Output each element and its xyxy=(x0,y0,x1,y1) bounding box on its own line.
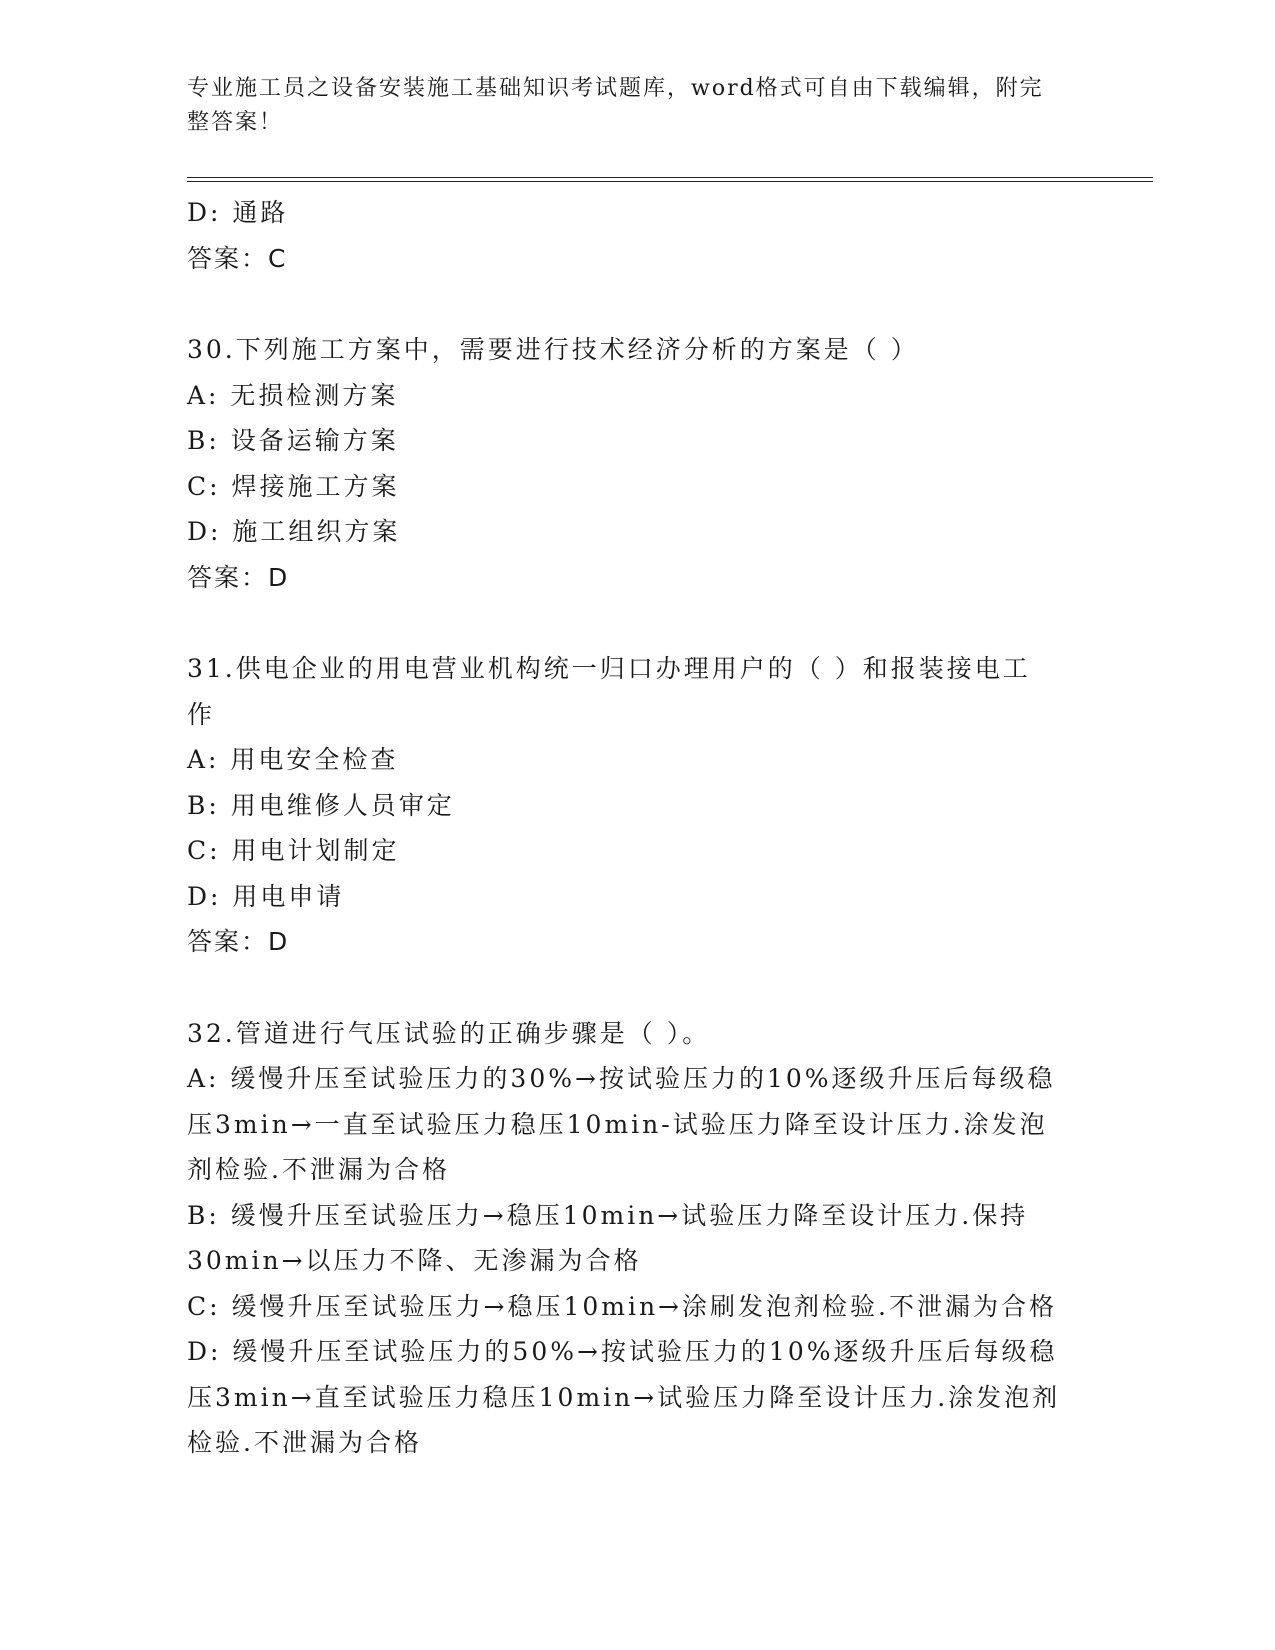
prev-option-d: D: 通路 xyxy=(187,198,289,227)
header-line-1: 专业施工员之设备安装施工基础知识考试题库，word格式可自由下载编辑，附完 xyxy=(187,76,1044,101)
answer: 答案：D xyxy=(187,927,290,956)
option-c: C: 用电计划制定 xyxy=(187,836,400,865)
question-32 xyxy=(187,1011,1087,1466)
option-a: A: 用电安全检查 xyxy=(187,745,399,774)
option-b: B: 设备运输方案 xyxy=(187,426,399,455)
question-31 xyxy=(187,646,1087,965)
question-stem: 30.下列施工方案中，需要进行技术经济分析的方案是（ ） xyxy=(187,335,919,364)
prev-answer: 答案：C xyxy=(187,243,288,273)
header-line-2: 整答案！ xyxy=(187,110,284,135)
spacer xyxy=(187,281,1087,327)
option-a-line-3: 剂检验.不泄漏为合格 xyxy=(187,1155,450,1184)
document-header xyxy=(187,72,1067,140)
header-divider-top xyxy=(187,177,1153,178)
option-b: B: 用电维修人员审定 xyxy=(187,790,455,820)
question-stem-continued: 作 xyxy=(187,699,216,729)
option-d-line-1: D: 缓慢升压至试验压力的50%→按试验压力的10%逐级升压后每级稳 xyxy=(187,1337,1058,1366)
option-a-line-2: 压3min→一直至试验压力稳压10min-试验压力降至设计压力.涂发泡 xyxy=(187,1109,1048,1139)
option-a: A: 无损检测方案 xyxy=(187,380,399,410)
option-d: D: 施工组织方案 xyxy=(187,517,401,546)
option-a-line-1: A: 缓慢升压至试验压力的30%→按试验压力的10%逐级升压后每级稳 xyxy=(187,1064,1056,1093)
question-stem: 32.管道进行气压试验的正确步骤是（ ）。 xyxy=(187,1018,711,1048)
header-divider-bottom xyxy=(187,181,1153,182)
option-c: C: 缓慢升压至试验压力→稳压10min→涂刷发泡剂检验.不泄漏为合格 xyxy=(187,1291,1057,1321)
option-d-line-3: 检验.不泄漏为合格 xyxy=(187,1428,422,1457)
option-c: C: 焊接施工方案 xyxy=(187,471,400,501)
document-body xyxy=(187,190,1087,1466)
spacer xyxy=(187,600,1087,646)
option-d-line-2: 压3min→直至试验压力稳压10min→试验压力降至设计压力.涂发泡剂 xyxy=(187,1382,1061,1412)
question-30 xyxy=(187,327,1087,600)
option-b-line-2: 30min→以压力不降、无渗漏为合格 xyxy=(187,1246,642,1275)
question-stem: 31.供电企业的用电营业机构统一归口办理用户的（ ）和报装接电工 xyxy=(187,654,1031,683)
answer: 答案：D xyxy=(187,562,290,592)
spacer xyxy=(187,965,1087,1011)
option-b-line-1: B: 缓慢升压至试验压力→稳压10min→试验压力降至设计压力.保持 xyxy=(187,1200,1029,1230)
option-d: D: 用电申请 xyxy=(187,881,345,911)
